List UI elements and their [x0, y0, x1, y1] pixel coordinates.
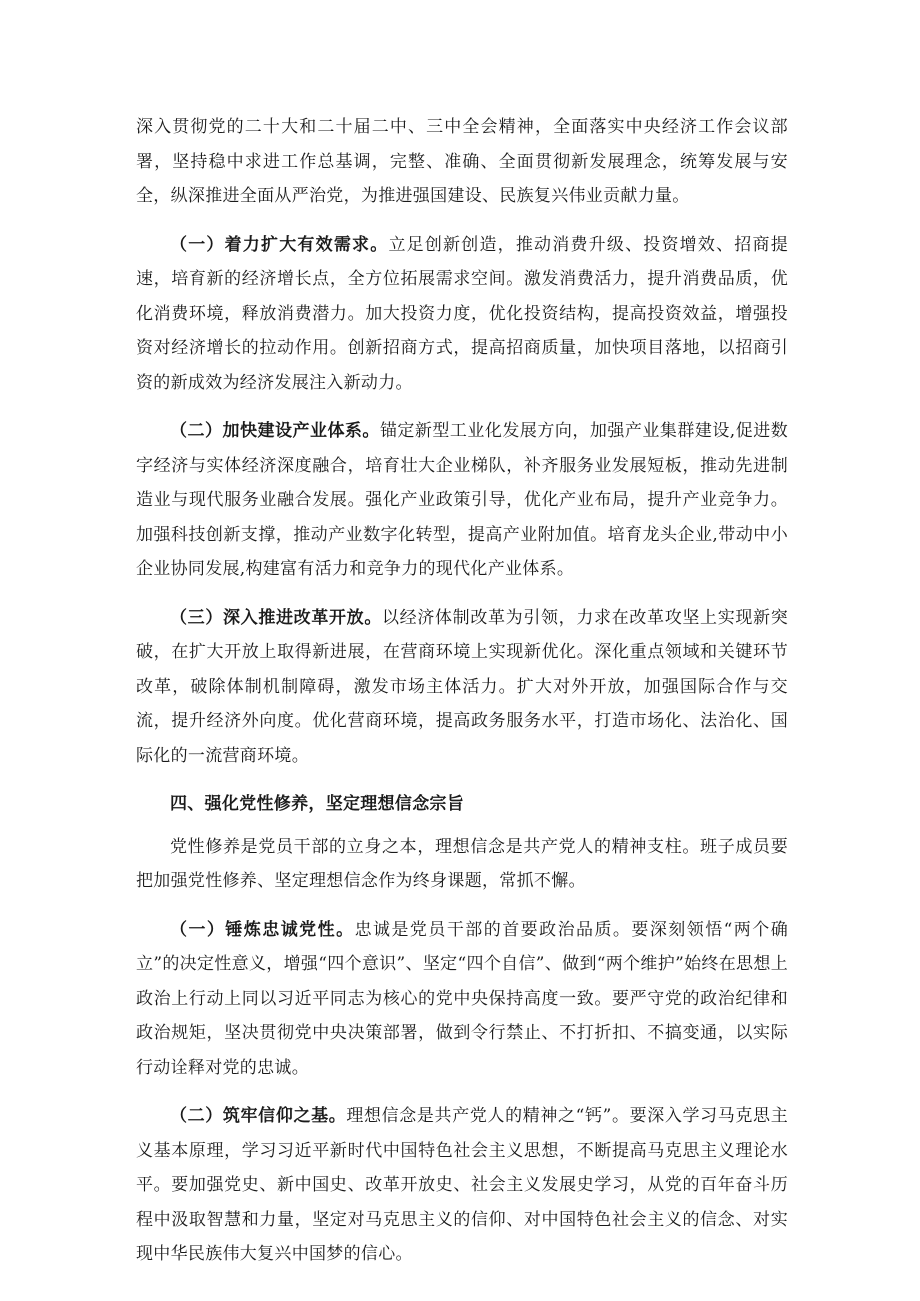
paragraph-text: 理想信念是共产党人的精神之“钙”。要深入学习马克思主义基本原理，学习习近平新时代中国特色社会主义思想，不断提高马克思主义理论水平。要加强党史、新中国史、改革开放史、社会主义发展史学习，从党的百年奋斗历程中汲取智慧和力量，坚定对马克思主义的信仰、对中国特色社会主义的信念、对实现中华民族伟大复兴中国梦的信心。 — [136, 1106, 788, 1264]
paragraph-text: 深入贯彻党的二十大和二十届二中、三中全会精神，全面落实中央经济工作会议部署，坚持稳中求进工作总基调，完整、准确、全面贯彻新发展理念，统筹发展与安全，纵深推进全面从严治党，为推进强国建设、民族复兴伟业贡献力量。 — [136, 117, 788, 206]
paragraph-lead: （一）锤炼忠诚党性。 — [170, 919, 355, 940]
paragraph-lead: （一）着力扩大有效需求。 — [170, 234, 389, 255]
paragraph-text: 以经济体制改革为引领，力求在改革攻坚上实现新突破，在扩大开放上取得新进展，在营商环境上实现新优化。深化重点领域和关键环节改革，破除体制机制障碍，激发市场主体活力。扩大对外开放，加强国际合作与交流，提升经济外向度。优化营商环境，提高政务服务水平，打造市场化、法治化、国际化的一流营商环境。 — [136, 607, 788, 766]
paragraph-reform-opening — [136, 601, 788, 774]
paragraph-party-spirit-intro — [136, 830, 788, 899]
paragraph-text: 锚定新型工业化发展方向，加强产业集群建设,促进数字经济与实体经济深度融合，培育壮大企业梯队，补齐服务业发展短板，推动先进制造业与现代服务业融合发展。强化产业政策引导，优化产业布局，提升产业竞争力。加强科技创新支撑，推动产业数字化转型，提高产业附加值。培育龙头企业,带动中小企业协同发展,构建富有活力和竞争力的现代化产业体系。 — [136, 421, 788, 579]
paragraph-lead: （二）筑牢信仰之基。 — [170, 1106, 347, 1126]
paragraph-text: 忠诚是党员干部的首要政治品质。要深刻领悟“两个确立”的决定性意义，增强“四个意识”、坚定“四个自信”、做到“两个维护”始终在思想上政治上行动上同以习近平同志为核心的党中央保持高度一致。要严守党的政治纪律和政治规矩，坚决贯彻党中央决策部署，做到令行禁止、不打折扣、不搞变通，以实际行动诠释对党的忠诚。 — [136, 919, 789, 1078]
paragraph-intro-continued — [136, 110, 788, 214]
paragraph-faith-foundation — [136, 1099, 788, 1272]
section-heading-four: 四、强化党性修养，坚定理想信念宗旨 — [170, 794, 465, 814]
paragraph-industry-system — [136, 414, 788, 587]
paragraph-expand-demand — [136, 228, 788, 401]
paragraph-lead: （二）加快建设产业体系。 — [170, 421, 380, 441]
paragraph-text: 立足创新创造，推动消费升级、投资增效、招商提速，培育新的经济增长点，全方位拓展需求空间。激发消费活力，提升消费品质，优化消费环境，释放消费潜力。加大投资力度，优化投资结构，提高投资效益，增强投资对经济增长的拉动作用。创新招商方式，提高招商质量，加快项目落地，以招商引资的新成效为经济发展注入新动力。 — [136, 234, 788, 393]
paragraph-lead: （三）深入推进改革开放。 — [170, 607, 383, 628]
document-page — [136, 110, 788, 1286]
paragraph-text: 党性修养是党员干部的立身之本，理想信念是共产党人的精神支柱。班子成员要把加强党性修养、坚定理想信念作为终身课题，常抓不懈。 — [136, 836, 788, 891]
paragraph-loyalty — [136, 913, 788, 1086]
